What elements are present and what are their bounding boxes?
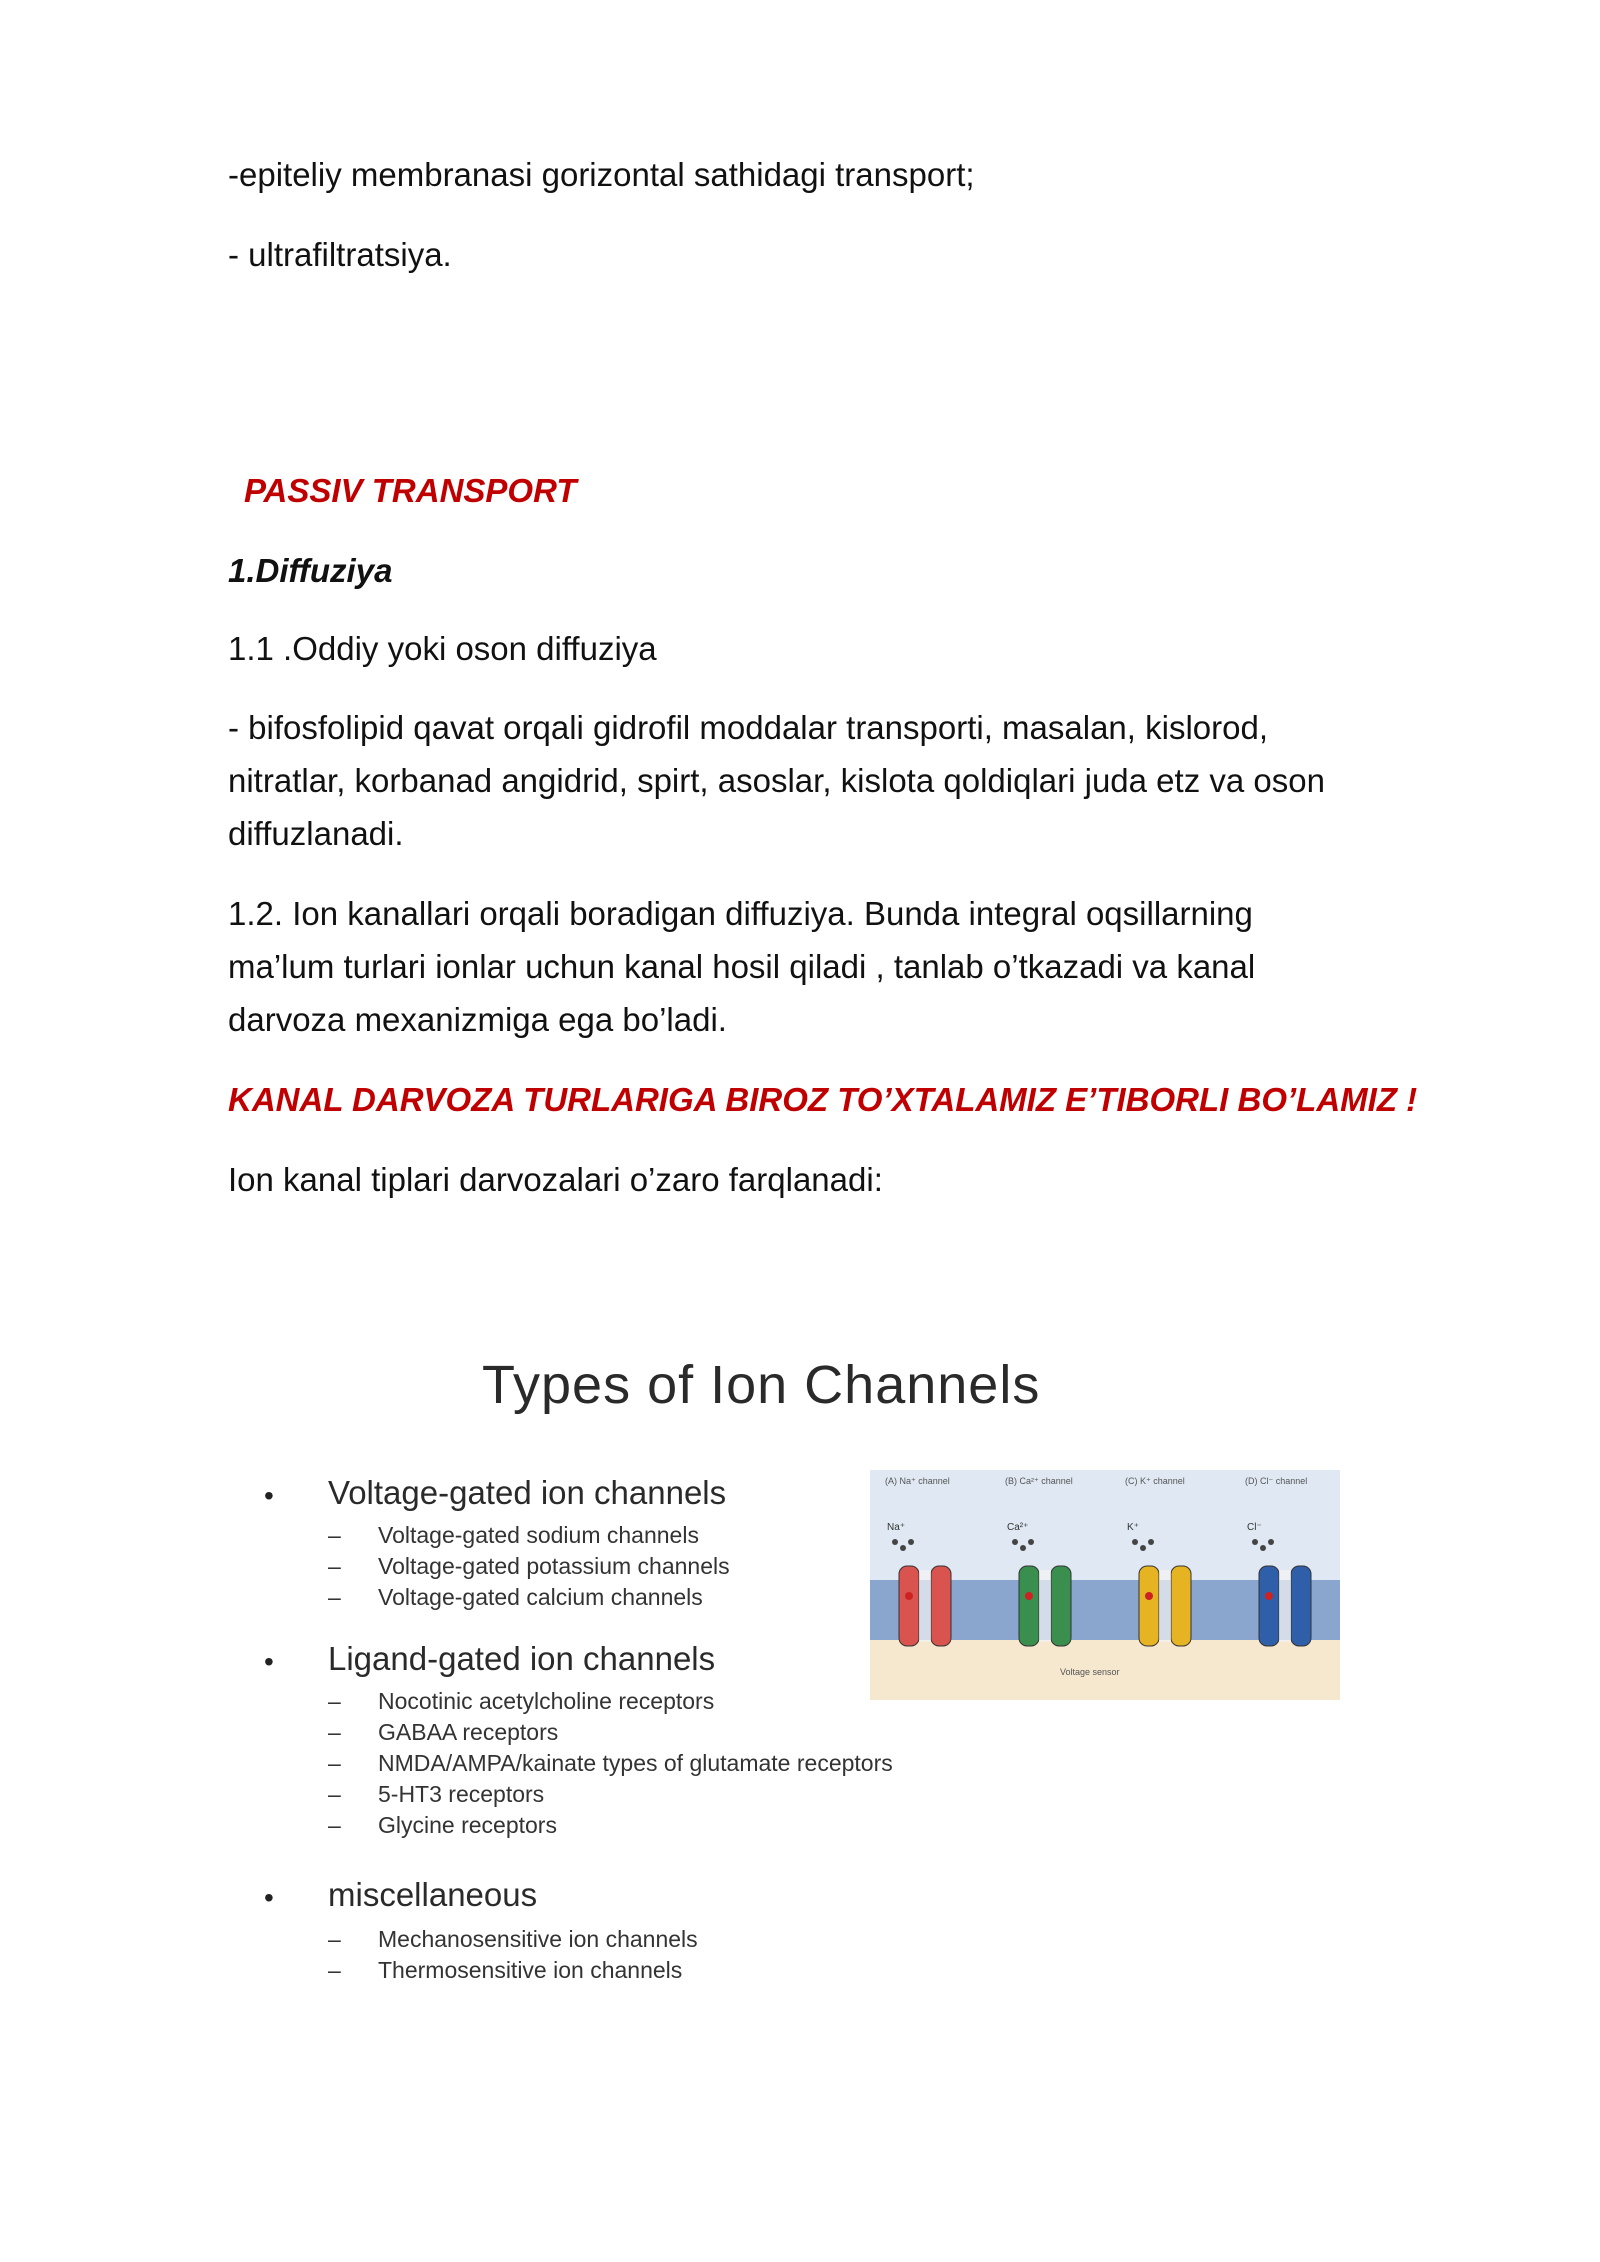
- ion-channel-diagram: [870, 1470, 1340, 1700]
- list-item: [328, 1522, 699, 1549]
- group-label-ligand-gated: Ligand-gated ion channels: [328, 1640, 716, 1677]
- channel-left-subunit: [1139, 1566, 1159, 1646]
- ion-label: Ca²⁺: [1007, 1522, 1029, 1533]
- ion-dot: [1028, 1539, 1034, 1545]
- channel-pore: [919, 1570, 931, 1642]
- diagram-extracellular-region: [870, 1470, 1340, 1580]
- text-line-ultrafiltratsiya: - ultrafiltratsiya.: [228, 236, 452, 273]
- list-item-text: Voltage-gated potassium channels: [378, 1553, 730, 1579]
- list-item: [328, 1812, 557, 1839]
- paragraph-ion-kanallari-line1: 1.2. Ion kanallari orqali boradigan diffuziya. Bunda integral oqsillarning: [228, 895, 1253, 932]
- dash-icon: –: [328, 1926, 341, 1952]
- group-label-miscellaneous: miscellaneous: [328, 1876, 538, 1913]
- list-item-text: Thermosensitive ion channels: [378, 1957, 683, 1983]
- ion-dot: [1140, 1545, 1146, 1551]
- ion-dot: [1268, 1539, 1274, 1545]
- channel-gate-marker: [1145, 1592, 1153, 1600]
- ion-channels-figure: [250, 1340, 1360, 2020]
- channel-gate-marker: [1025, 1592, 1033, 1600]
- list-item-text: Mechanosensitive ion channels: [378, 1926, 698, 1952]
- channel-right-subunit: [1171, 1566, 1191, 1646]
- channel-panel-label: (A) Na⁺ channel: [885, 1476, 950, 1486]
- paragraph-bifosfolipid-line3: diffuzlanadi.: [228, 815, 404, 852]
- list-item-text: NMDA/AMPA/kainate types of glutamate receptors: [378, 1750, 893, 1776]
- channel-right-subunit: [1051, 1566, 1071, 1646]
- text-line-epiteliy: -epiteliy membranasi gorizontal sathidagi transport;: [228, 156, 975, 193]
- dash-icon: –: [328, 1688, 341, 1714]
- paragraph-bifosfolipid-line2: nitratlar, korbanad angidrid, spirt, asoslar, kislota qoldiqlari juda etz va oson: [228, 762, 1325, 799]
- list-item-text: GABAA receptors: [378, 1719, 559, 1745]
- dash-icon: –: [328, 1750, 341, 1776]
- list-item-text: Glycine receptors: [378, 1812, 557, 1838]
- channel-panel-label: (B) Ca²⁺ channel: [1005, 1476, 1073, 1486]
- dash-icon: –: [328, 1522, 341, 1548]
- ion-dot: [1012, 1539, 1018, 1545]
- channel-gate-marker: [905, 1592, 913, 1600]
- list-item: [328, 1553, 730, 1580]
- ion-dot: [908, 1539, 914, 1545]
- bullet-icon: •: [264, 1480, 274, 1511]
- list-item-text: Voltage-gated calcium channels: [378, 1584, 703, 1610]
- ion-dot: [1260, 1545, 1266, 1551]
- red-note-kanal-darvoza: KANAL DARVOZA TURLARIGA BIROZ TO’XTALAMIZ E’TIBORLI BO’LAMIZ !: [228, 1081, 1418, 1118]
- ion-label: K⁺: [1127, 1522, 1139, 1533]
- list-item: [328, 1719, 558, 1746]
- subheading-diffuziya: 1.Diffuziya: [228, 552, 393, 589]
- channel-pore: [1279, 1570, 1291, 1642]
- list-item-text: Nocotinic acetylcholine receptors: [378, 1688, 715, 1714]
- dash-icon: –: [328, 1957, 341, 1983]
- ion-dot: [1148, 1539, 1154, 1545]
- ion-dot: [1252, 1539, 1258, 1545]
- paragraph-ion-kanallari-line2: ma’lum turlari ionlar uchun kanal hosil qiladi , tanlab o’tkazadi va kanal: [228, 948, 1256, 985]
- list-item: [328, 1957, 682, 1984]
- paragraph-ion-kanallari-line3: darvoza mexanizmiga ega bo’ladi.: [228, 1001, 727, 1038]
- bullet-icon: •: [264, 1646, 274, 1677]
- channel-gate-marker: [1265, 1592, 1273, 1600]
- channel-panel-label: (D) Cl⁻ channel: [1245, 1476, 1308, 1486]
- channel-right-subunit: [931, 1566, 951, 1646]
- channel-left-subunit: [1259, 1566, 1279, 1646]
- dash-icon: –: [328, 1553, 341, 1579]
- list-item: [328, 1926, 698, 1953]
- ion-label: Na⁺: [887, 1522, 906, 1533]
- dash-icon: –: [328, 1781, 341, 1807]
- list-item-text: Voltage-gated sodium channels: [378, 1522, 699, 1548]
- ion-dot: [900, 1545, 906, 1551]
- list-item: [328, 1750, 893, 1777]
- section-heading-passiv-transport: PASSIV TRANSPORT: [244, 472, 577, 509]
- channel-panel-label: (C) K⁺ channel: [1125, 1476, 1185, 1486]
- paragraph-bifosfolipid-line1: - bifosfolipid qavat orqali gidrofil moddalar transporti, masalan, kislorod,: [228, 709, 1268, 746]
- ion-dot: [1020, 1545, 1026, 1551]
- figure-title: Types of Ion Channels: [482, 1355, 1041, 1415]
- dash-icon: –: [328, 1719, 341, 1745]
- list-item-text: 5-HT3 receptors: [378, 1781, 545, 1807]
- list-item: [328, 1584, 703, 1611]
- channel-pore: [1159, 1570, 1171, 1642]
- channel-pore: [1039, 1570, 1051, 1642]
- list-item: [328, 1781, 544, 1808]
- ion-label: Cl⁻: [1247, 1522, 1262, 1533]
- ion-dot: [1132, 1539, 1138, 1545]
- channel-left-subunit: [1019, 1566, 1039, 1646]
- voltage-sensor-label: Voltage sensor: [1060, 1667, 1120, 1677]
- channel-left-subunit: [899, 1566, 919, 1646]
- ion-dot: [892, 1539, 898, 1545]
- bullet-icon: •: [264, 1882, 274, 1913]
- group-label-voltage-gated: Voltage-gated ion channels: [328, 1474, 727, 1511]
- channel-right-subunit: [1291, 1566, 1311, 1646]
- dash-icon: –: [328, 1812, 341, 1838]
- dash-icon: –: [328, 1584, 341, 1610]
- text-oddiy-diffuziya: 1.1 .Oddiy yoki oson diffuziya: [228, 630, 657, 667]
- text-ion-kanal-tiplari: Ion kanal tiplari darvozalari o’zaro farqlanadi:: [228, 1161, 883, 1198]
- list-item: [328, 1688, 714, 1715]
